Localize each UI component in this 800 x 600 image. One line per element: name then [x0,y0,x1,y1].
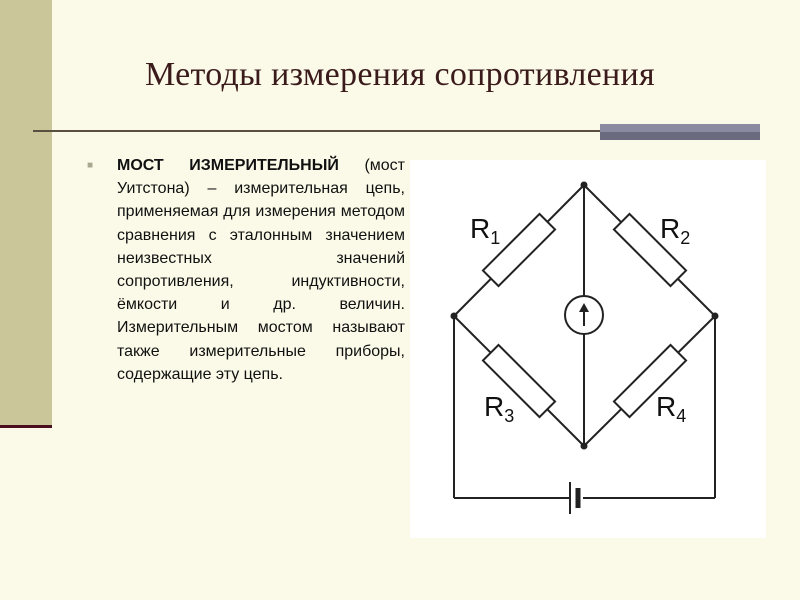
definition-paragraph [117,154,405,386]
label-r1: $R_1$ [470,213,501,248]
resistor-icon-r1 [483,214,555,286]
bridge-circuit-svg [410,160,766,538]
battery-icon [570,482,578,514]
divider-block-top [600,124,760,132]
definition-text: (мост Уитстона) – измерительная цепь, применяемая для измерения методом сравнения с эталонным значением неизвестных значений сопротивления, индуктивности, ёмкости и др. величин. Измерительным мостом называют также измерительные приборы, содержащие эту цепь. [117,157,406,383]
title-divider [33,130,600,132]
node-left [451,313,458,320]
wheatstone-bridge-diagram [410,160,766,538]
divider-block-bottom [600,132,760,140]
bullet-icon: ■ [87,160,94,171]
definition-term: МОСТ ИЗМЕРИТЕЛЬНЫЙ [117,157,339,174]
left-accent-line [0,425,52,428]
node-top [581,182,588,189]
label-r3: $R_3$ [484,391,515,426]
label-r2: $R_2$ [660,213,691,248]
label-r4: $R_4$ [656,391,687,426]
slide-title: Методы измерения сопротивления [145,56,655,93]
node-bottom [581,443,588,450]
node-right [712,313,719,320]
galvanometer-icon [565,296,603,334]
